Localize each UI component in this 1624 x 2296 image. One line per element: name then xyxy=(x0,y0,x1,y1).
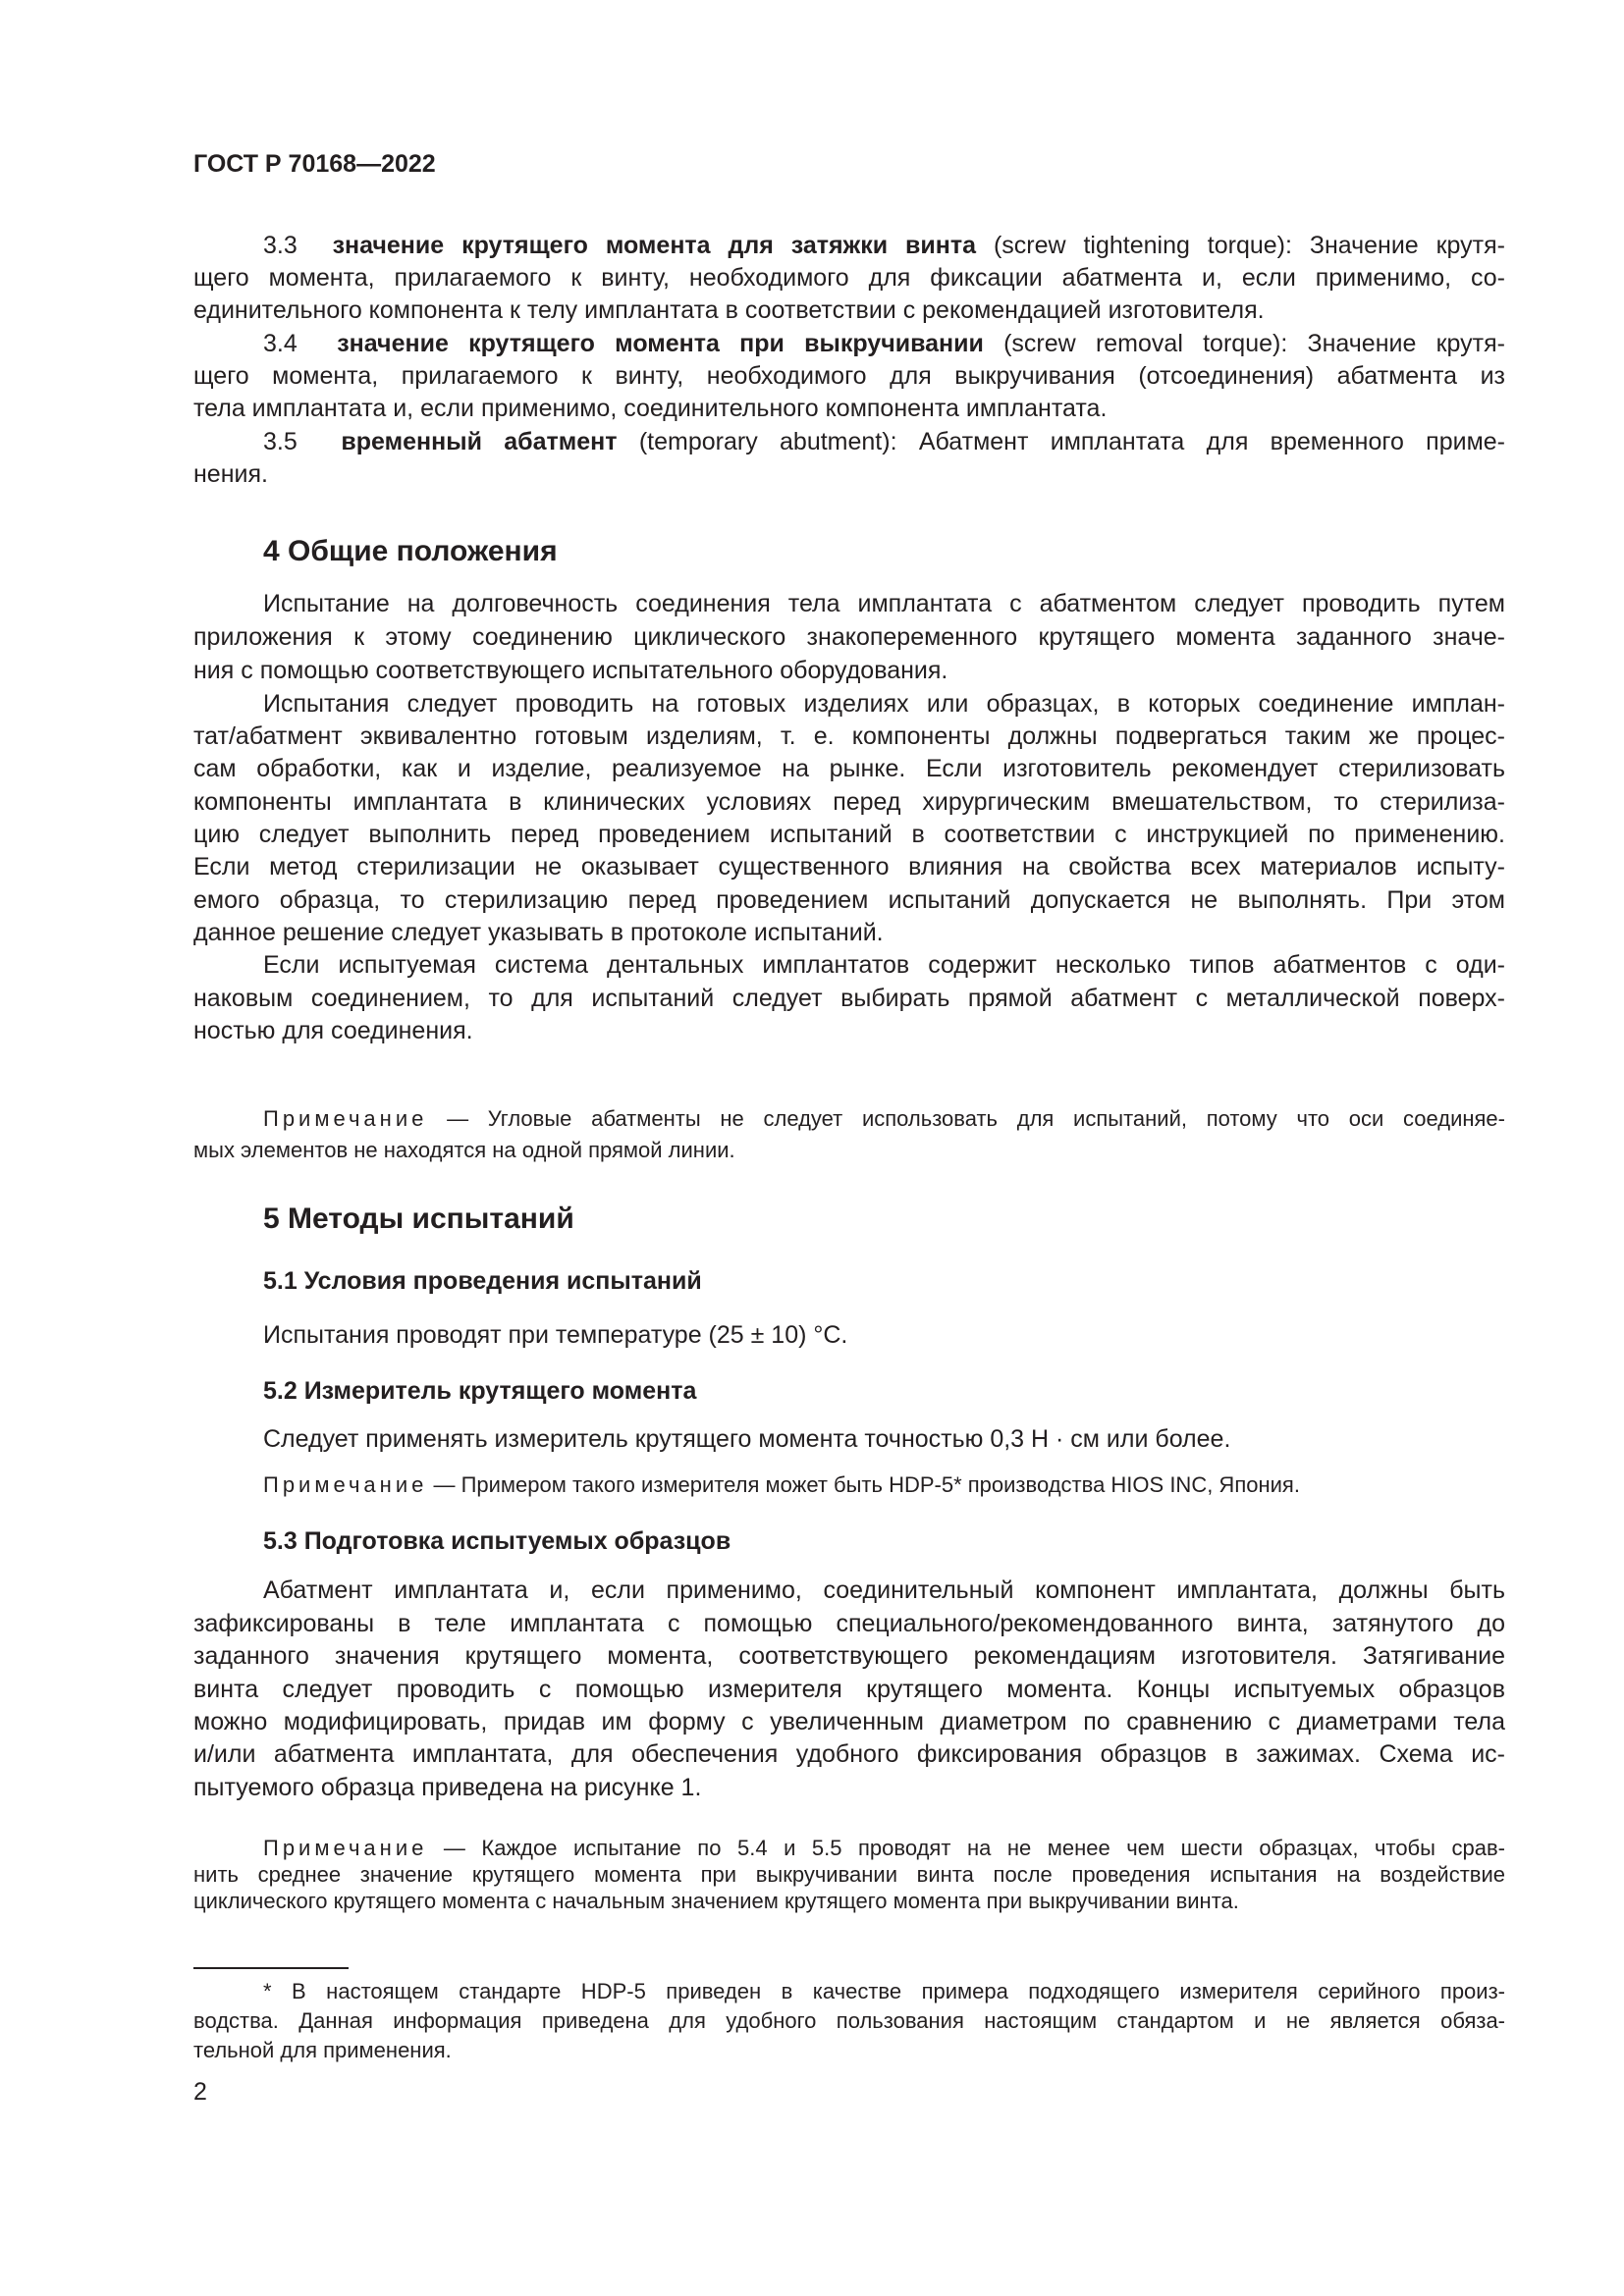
paragraph-line: пытуемого образца приведена на рисунке 1. xyxy=(193,1774,702,1801)
note-text: — Каждое испытание по 5.4 и 5.5 проводят на не менее чем шести образцах, чтобы срав- xyxy=(427,1836,1505,1860)
term-3-5-line-2: нения. xyxy=(193,460,268,488)
footnote-line: тельной для применения. xyxy=(193,2038,452,2062)
note-text: — Примером такого измерителя может быть HDP-5* производства HIOS INC, Япония. xyxy=(427,1472,1300,1497)
note-line: мых элементов не находятся на одной прямой линии. xyxy=(193,1138,735,1162)
paragraph-line: данное решение следует указывать в протоколе испытаний. xyxy=(193,919,884,946)
page-number: 2 xyxy=(193,2078,207,2106)
paragraph-line: ностью для соединения. xyxy=(193,1017,473,1044)
term-3-4-line-3: тела имплантата и, если применимо, соединительного компонента имплантата. xyxy=(193,395,1108,422)
paragraph-line: наковым соединением, то для испытаний следует выбирать прямой абатмент с металлической поверх- xyxy=(193,985,1505,1012)
term-3-3-line-2: щего момента, прилагаемого к винту, необходимого для фиксации абатмента и, если применимо, со- xyxy=(193,264,1505,292)
footnote-line: * В настоящем стандарте HDP-5 приведен в качестве примера подходящего измерителя серийного произ- xyxy=(263,1979,1505,2003)
paragraph-line: можно модифицировать, придав им форму с увеличенным диаметром по сравнению с диаметрами тела xyxy=(193,1708,1505,1735)
term-3-4-line-1 xyxy=(263,327,1505,360)
term-3-3-line-3: единительного компонента к телу имплантата в соответствии с рекомендацией изготовителя. xyxy=(193,296,1265,324)
paragraph-line: заданного значения крутящего момента, соответствующего рекомендациям изготовителя. Затягивание xyxy=(193,1642,1505,1670)
paragraph-line: зафиксированы в теле имплантата с помощью специального/рекомендованного винта, затянутого до xyxy=(193,1610,1505,1637)
subsection-5-2-heading: 5.2 Измеритель крутящего момента xyxy=(263,1377,697,1405)
term-number: 3.3 xyxy=(263,232,298,259)
term-text: (screw removal torque): Значение крутя- xyxy=(983,330,1505,357)
subsection-5-3-heading: 5.3 Подготовка испытуемых образцов xyxy=(263,1527,731,1555)
term-3-5-line-1 xyxy=(263,425,1505,458)
term-3-3-line-1 xyxy=(263,229,1505,262)
term-text: (screw tightening torque): Значение крутя- xyxy=(976,232,1505,259)
footnote-line: водства. Данная информация приведена для удобного пользования настоящим стандартом и не является обяза- xyxy=(193,2008,1505,2033)
paragraph-line: приложения к этому соединению циклического знакопеременного крутящего момента заданного значе- xyxy=(193,623,1505,651)
term-number: 3.4 xyxy=(263,330,298,357)
paragraph-line: Если метод стерилизации не оказывает существенного влияния на свойства всех материалов испыту- xyxy=(193,853,1505,881)
note-line xyxy=(263,1105,1505,1133)
note-line xyxy=(263,1471,1505,1499)
note-text: — Угловые абатменты не следует использовать для испытаний, потому что оси соединяе- xyxy=(427,1106,1505,1131)
paragraph-line: Если испытуемая система дентальных имплантатов содержит несколько типов абатментов с оди- xyxy=(263,951,1505,979)
paragraph-line: и/или абатмента имплантата, для обеспечения удобного фиксирования образцов в зажимах. Схема ис- xyxy=(193,1740,1505,1768)
note-line xyxy=(263,1835,1505,1862)
paragraph-line: Испытания проводят при температуре (25 ± 10) °С. xyxy=(263,1321,848,1349)
document-id-header: ГОСТ Р 70168—2022 xyxy=(193,150,436,178)
note-line: нить среднее значение крутящего момента при выкручивании винта после проведения испытания на воздействие xyxy=(193,1862,1505,1887)
paragraph-line: сам обработки, как и изделие, реализуемое на рынке. Если изготовитель рекомендует стерилизовать xyxy=(193,755,1505,782)
paragraph-line: Испытания следует проводить на готовых изделиях или образцах, в которых соединение имплан- xyxy=(263,690,1505,718)
note-label: Примечание xyxy=(263,1836,428,1860)
paragraph-line: тат/абатмент эквивалентно готовым изделиям, т. е. компоненты должны подвергаться таким же процес- xyxy=(193,722,1505,750)
paragraph-line: Испытание на долговечность соединения тела имплантата с абатментом следует проводить путем xyxy=(263,590,1505,617)
term-3-4-line-2: щего момента, прилагаемого к винту, необходимого для выкручивания (отсоединения) абатмента из xyxy=(193,362,1505,390)
footnote-separator xyxy=(193,1967,349,1969)
term-title: временный абатмент xyxy=(341,428,618,455)
paragraph-line: емого образца, то стерилизацию перед проведением испытаний допускается не выполнять. При этом xyxy=(193,886,1505,914)
paragraph-line: цию следует выполнить перед проведением испытаний в соответствии с инструкцией по применению. xyxy=(193,821,1505,848)
section-5-heading: 5 Методы испытаний xyxy=(263,1202,574,1235)
section-4-heading: 4 Общие положения xyxy=(263,535,558,567)
paragraph-line: Абатмент имплантата и, если применимо, соединительный компонент имплантата, должны быть xyxy=(263,1576,1505,1604)
term-text: (temporary abutment): Абатмент имплантата для временного приме- xyxy=(617,428,1505,455)
note-label: Примечание xyxy=(263,1106,428,1131)
paragraph-line: ния с помощью соответствующего испытательного оборудования. xyxy=(193,657,948,684)
note-label: Примечание xyxy=(263,1472,428,1497)
subsection-5-1-heading: 5.1 Условия проведения испытаний xyxy=(263,1267,702,1295)
paragraph-line: компоненты имплантата в клинических условиях перед хирургическим вмешательством, то стерилиза- xyxy=(193,788,1505,816)
term-title: значение крутящего момента для затяжки винта xyxy=(332,232,977,259)
paragraph-line: винта следует проводить с помощью измерителя крутящего момента. Концы испытуемых образцов xyxy=(193,1676,1505,1703)
term-title: значение крутящего момента при выкручивании xyxy=(337,330,984,357)
note-line: циклического крутящего момента с начальным значением крутящего момента при выкручивании винта. xyxy=(193,1889,1239,1913)
paragraph-line: Следует применять измеритель крутящего момента точностью 0,3 Н · см или более. xyxy=(263,1425,1231,1453)
term-number: 3.5 xyxy=(263,428,298,455)
